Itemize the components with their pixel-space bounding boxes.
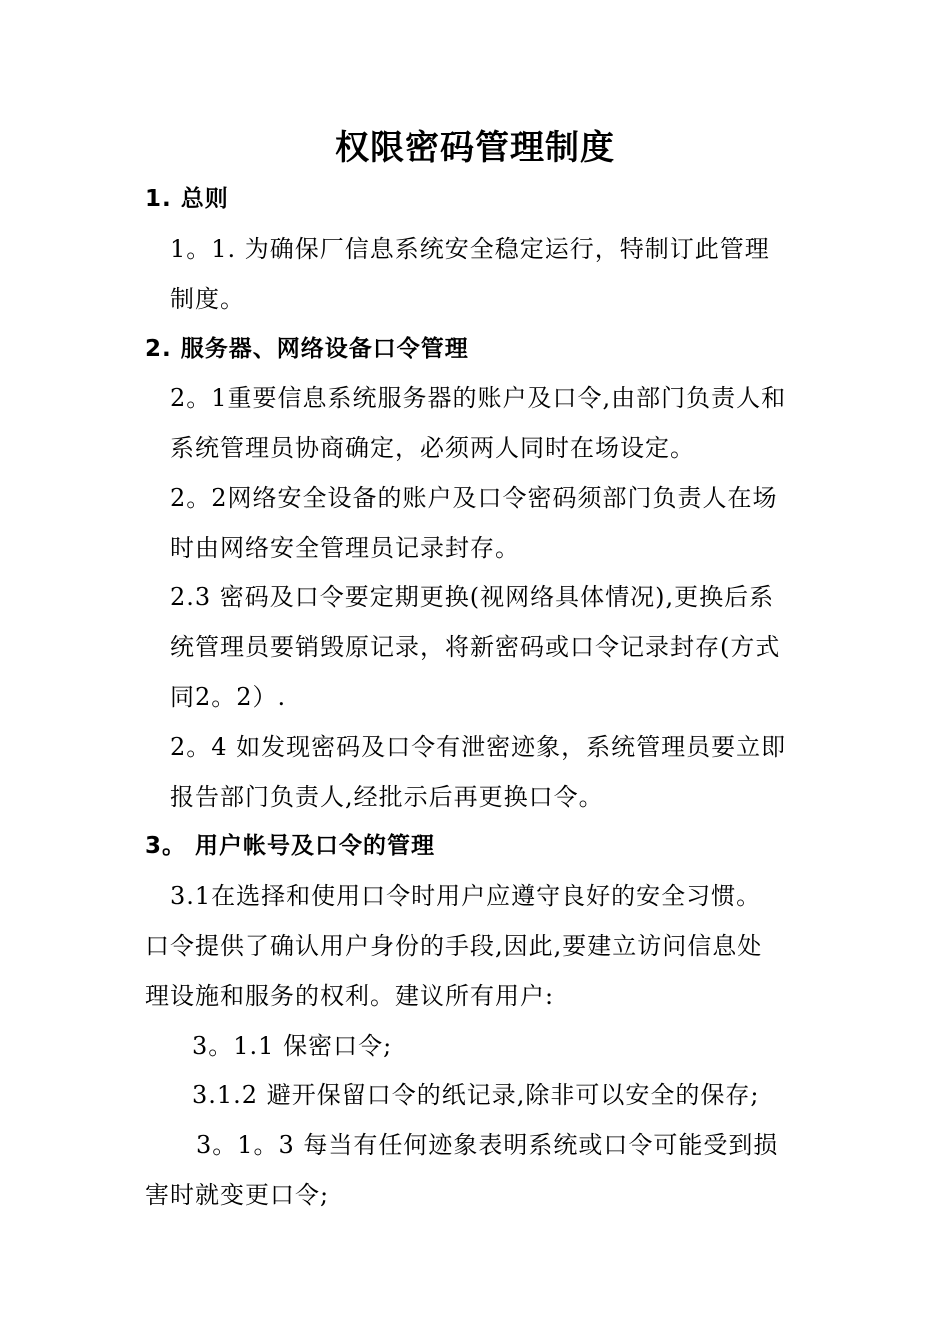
section-3-line-4: 3。1.1 保密口令; [192,1032,393,1060]
section-2-heading: 2. 服务器、网络设备口令管理 [145,336,469,362]
document-title: 权限密码管理制度 [335,128,615,168]
section-2-line-6: 统管理员要销毁原记录，将新密码或口令记录封存(方式 [170,633,781,661]
section-3-line-7: 害时就变更口令; [145,1181,330,1209]
section-2-line-9: 报告部门负责人,经批示后再更换口令。 [170,783,604,811]
section-3-line-6: 3。1。3 每当有任何迹象表明系统或口令可能受到损 [196,1131,779,1159]
section-2-line-2: 系统管理员协商确定，必须两人同时在场设定。 [170,434,695,462]
section-3-line-2: 口令提供了确认用户身份的手段,因此,要建立访问信息处 [145,932,763,960]
section-2-line-4: 时由网络安全管理员记录封存。 [170,534,520,562]
section-3-line-5: 3.1.2 避开保留口令的纸记录,除非可以安全的保存; [192,1081,760,1109]
section-2-line-5: 2.3 密码及口令要定期更换(视网络具体情况),更换后系 [170,583,775,611]
section-1-line-1: 1。1. 为确保厂信息系统安全稳定运行，特制订此管理 [170,235,770,263]
section-3-heading: 3。 用户帐号及口令的管理 [145,833,436,859]
section-2-line-7: 同2。2）. [170,683,287,711]
section-3-line-3: 理设施和服务的权利。建议所有用户: [145,982,555,1010]
section-3-line-1: 3.1在选择和使用口令时用户应遵守良好的安全习惯。 [170,882,762,910]
section-1-heading: 1. 总则 [145,186,229,212]
section-2-line-3: 2。2网络安全设备的账户及口令密码须部门负责人在场 [170,484,778,512]
section-2-line-1: 2。1重要信息系统服务器的账户及口令,由部门负责人和 [170,384,787,412]
section-2-line-8: 2。4 如发现密码及口令有泄密迹象，系统管理员要立即 [170,733,787,761]
section-1-line-2: 制度。 [170,285,245,313]
